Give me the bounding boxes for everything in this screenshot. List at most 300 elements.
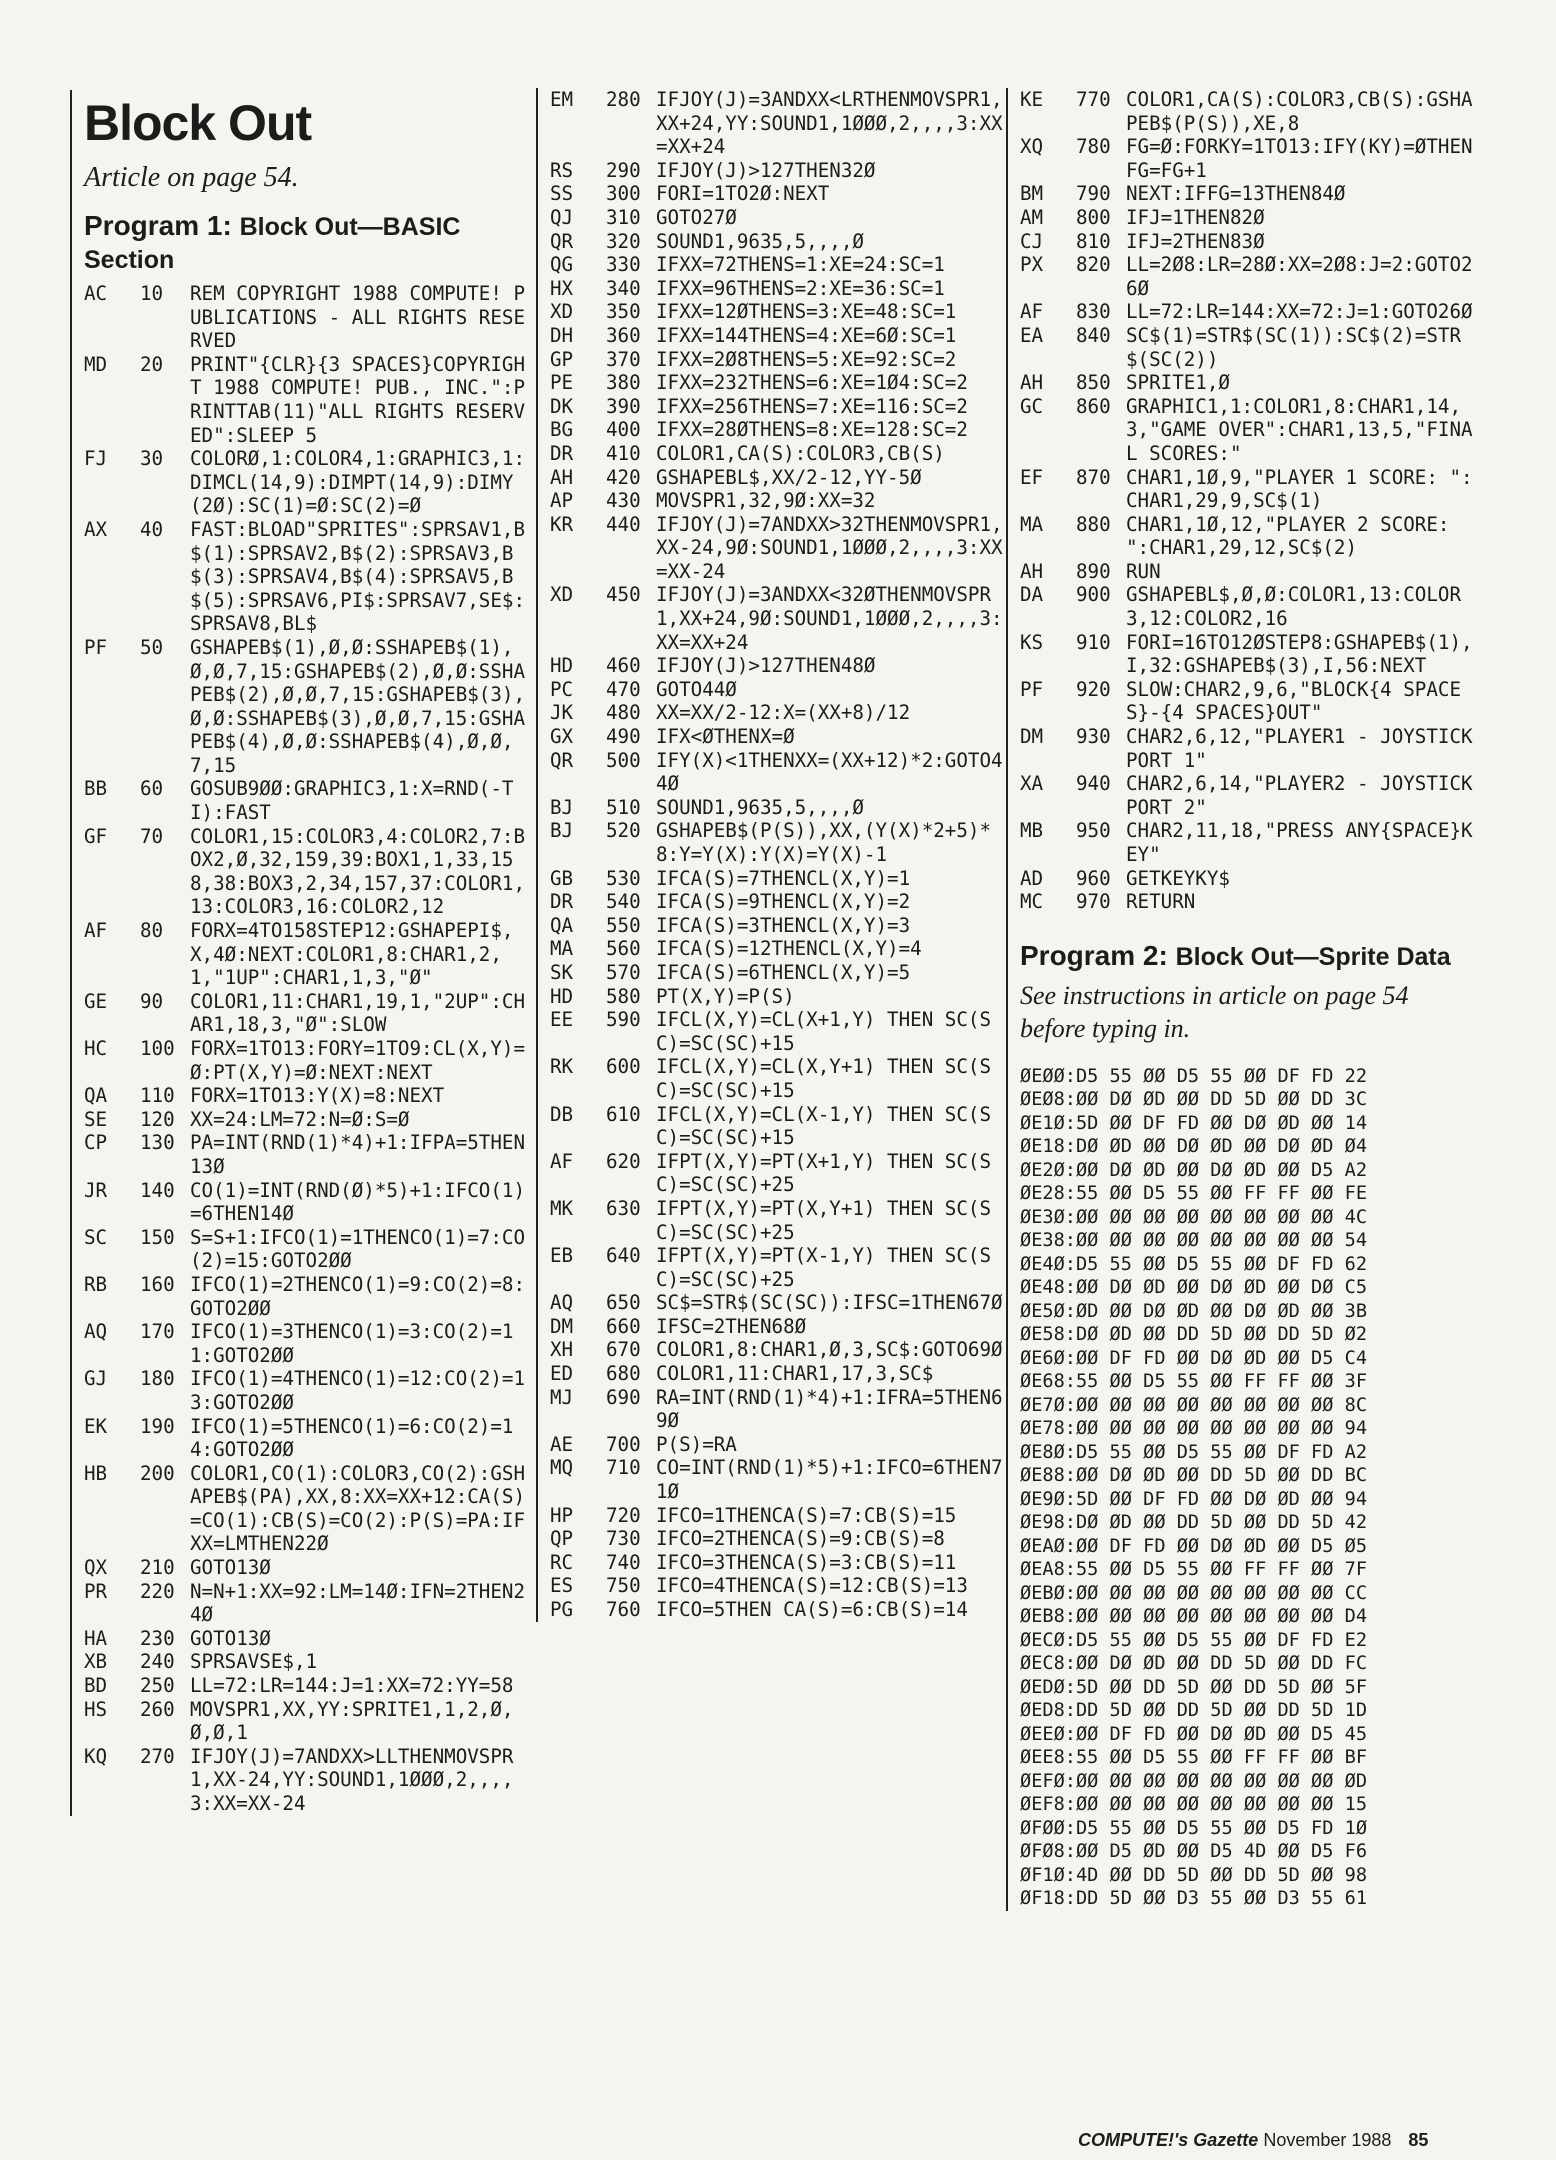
hex-line: ØEBØ:ØØ ØØ ØØ ØØ ØØ ØØ ØØ ØØ CC bbox=[1020, 1582, 1368, 1604]
line-number: 110 bbox=[140, 1084, 175, 1108]
hex-line: ØE78:ØØ ØØ ØØ ØØ ØØ ØØ ØØ ØØ 94 bbox=[1020, 1418, 1368, 1440]
statement: NEXT:IFFG=13THEN84Ø bbox=[1126, 182, 1346, 206]
checksum: HD bbox=[550, 654, 574, 678]
line-number: 680 bbox=[606, 1362, 641, 1386]
checksum: HC bbox=[84, 1037, 108, 1060]
hex-line: ØEC8:ØØ DØ ØD ØØ DD 5D ØØ DD FC bbox=[1020, 1653, 1368, 1675]
checksum: GJ bbox=[84, 1367, 108, 1391]
statement: CHAR1,1Ø,12,"PLAYER 2 SCORE: ":CHAR1,29,12,SC$(2) bbox=[1126, 512, 1462, 560]
line-number: 480 bbox=[606, 701, 641, 725]
checksum: HX bbox=[550, 276, 574, 300]
checksum: AX bbox=[84, 517, 108, 541]
code-line bbox=[550, 701, 1008, 725]
line-number: 900 bbox=[1076, 583, 1111, 607]
statement: SC$(1)=STR$(SC(1)):SC$(2)=STR$(SC(2)) bbox=[1126, 323, 1462, 371]
checksum: PG bbox=[550, 1598, 574, 1621]
statement: IFJ=2THEN83Ø bbox=[1126, 229, 1265, 253]
line-number: 810 bbox=[1076, 229, 1111, 253]
checksum: GF bbox=[84, 824, 108, 848]
line-number: 600 bbox=[606, 1055, 641, 1079]
statement: IFJOY(J)=3ANDXX<LRTHENMOVSPR1,XX+24,YY:SOUND1,1ØØØ,2,,,,3:XX=XX+24 bbox=[656, 88, 1003, 159]
line-number: 830 bbox=[1076, 300, 1111, 324]
line-number: 840 bbox=[1076, 323, 1111, 347]
line-number: 630 bbox=[606, 1196, 641, 1220]
footer-date: November 1988 bbox=[1263, 2130, 1392, 2150]
checksum: FJ bbox=[84, 447, 108, 471]
statement: IFJ=1THEN82Ø bbox=[1126, 205, 1265, 229]
line-number: 340 bbox=[606, 276, 641, 300]
statement: GOTO13Ø bbox=[190, 1556, 271, 1580]
hex-line: ØF1Ø:4D ØØ DD 5D ØØ DD 5D ØØ 98 bbox=[1020, 1864, 1368, 1886]
statement: CHAR2,11,18,"PRESS ANY{SPACE}KEY" bbox=[1126, 819, 1473, 866]
code-line bbox=[84, 1179, 532, 1226]
code-line bbox=[550, 300, 1008, 324]
checksum: MK bbox=[550, 1196, 574, 1220]
checksum: EF bbox=[1020, 465, 1044, 489]
line-number: 530 bbox=[606, 866, 641, 890]
statement: IFCO(1)=2THENCO(1)=9:CO(2)=8:GOTO2ØØ bbox=[190, 1272, 526, 1320]
checksum: AH bbox=[550, 465, 574, 489]
code-line bbox=[84, 1084, 532, 1108]
hex-line: ØFØ8:ØØ D5 ØD ØØ D5 4D ØØ D5 F6 bbox=[1020, 1841, 1368, 1863]
line-number: 170 bbox=[140, 1320, 175, 1344]
code-line bbox=[550, 1433, 1008, 1457]
statement: LL=72:LR=144:J=1:XX=72:YY=58 bbox=[190, 1674, 514, 1698]
code-line bbox=[84, 1745, 532, 1816]
line-number: 940 bbox=[1076, 772, 1111, 796]
checksum: AE bbox=[550, 1432, 574, 1456]
checksum: HA bbox=[84, 1626, 108, 1650]
statement: SPRSAVSE$,1 bbox=[190, 1650, 318, 1674]
code-line bbox=[1020, 513, 1476, 560]
line-number: 860 bbox=[1076, 394, 1111, 418]
checksum: AH bbox=[1020, 371, 1044, 395]
code-line bbox=[84, 1415, 532, 1462]
statement: IFJOY(J)>127THEN48Ø bbox=[656, 654, 876, 678]
code-line bbox=[84, 282, 532, 353]
checksum: AC bbox=[84, 282, 108, 305]
code-line bbox=[1020, 466, 1476, 513]
statement: LL=2Ø8:LR=28Ø:XX=2Ø8:J=2:GOTO26Ø bbox=[1126, 253, 1473, 300]
line-number: 140 bbox=[140, 1178, 175, 1202]
checksum: KE bbox=[1020, 88, 1044, 111]
checksum: MD bbox=[84, 352, 108, 376]
checksum: ES bbox=[550, 1574, 574, 1598]
code-line bbox=[1020, 867, 1476, 891]
line-number: 970 bbox=[1076, 890, 1111, 914]
line-number: 470 bbox=[606, 677, 641, 701]
checksum: QA bbox=[84, 1084, 108, 1108]
statement: GOTO13Ø bbox=[190, 1626, 271, 1650]
code-line bbox=[84, 636, 532, 778]
checksum: EM bbox=[550, 88, 574, 111]
hex-line: ØEE8:55 ØØ D5 55 ØØ FF FF ØØ BF bbox=[1020, 1747, 1368, 1769]
line-number: 740 bbox=[606, 1550, 641, 1574]
checksum: RB bbox=[84, 1272, 108, 1296]
checksum: QJ bbox=[550, 205, 574, 229]
line-number: 460 bbox=[606, 654, 641, 678]
line-number: 290 bbox=[606, 158, 641, 182]
code-line bbox=[550, 1598, 1008, 1622]
line-number: 670 bbox=[606, 1338, 641, 1362]
code-line bbox=[84, 1226, 532, 1273]
statement: GSHAPEB$(1),Ø,Ø:SSHAPEB$(1),Ø,Ø,7,15:GSHAPEB$(2),Ø,Ø:SSHAPEB$(2),Ø,Ø,7,15:GSHAPEB$(3),Ø,Ø:SSHAPEB$(3),Ø,Ø,7,15:GSHAPEB$(4),Ø,Ø:SSHAPEB$(4),Ø,Ø,7,15 bbox=[190, 635, 526, 777]
statement: S=S+1:IFCO(1)=1THENCO(1)=7:CO(2)=15:GOTO2ØØ bbox=[190, 1225, 526, 1273]
checksum: BD bbox=[84, 1674, 108, 1698]
hex-line: ØE7Ø:ØØ ØØ ØØ ØØ ØØ ØØ ØØ ØØ 8C bbox=[1020, 1394, 1368, 1416]
line-number: 880 bbox=[1076, 512, 1111, 536]
program-1-listing bbox=[84, 282, 532, 1816]
program-2-note: See instructions in article on page 54 before typing in. bbox=[1020, 980, 1409, 1043]
statement: IFXX=2Ø8THENS=5:XE=92:SC=2 bbox=[656, 347, 957, 371]
checksum: MA bbox=[550, 937, 574, 961]
checksum: MA bbox=[1020, 512, 1044, 536]
line-number: 390 bbox=[606, 394, 641, 418]
checksum: DM bbox=[550, 1314, 574, 1338]
column-1 bbox=[70, 90, 532, 1816]
hex-line: ØE1Ø:5D ØØ DF FD ØØ DØ ØD ØØ 14 bbox=[1020, 1112, 1368, 1134]
line-number: 690 bbox=[606, 1385, 641, 1409]
statement: GOTO44Ø bbox=[656, 677, 737, 701]
line-number: 330 bbox=[606, 253, 641, 277]
hex-line: ØEØ8:ØØ DØ ØD ØØ DD 5D ØØ DD 3C bbox=[1020, 1089, 1368, 1111]
checksum: EB bbox=[550, 1244, 574, 1268]
checksum: AP bbox=[550, 489, 574, 513]
checksum: XD bbox=[550, 583, 574, 607]
code-line bbox=[550, 1574, 1008, 1598]
code-line bbox=[550, 1338, 1008, 1362]
code-line bbox=[84, 1367, 532, 1414]
statement: IFXX=28ØTHENS=8:XE=128:SC=2 bbox=[656, 418, 968, 442]
checksum: QR bbox=[550, 229, 574, 253]
code-line bbox=[84, 353, 532, 447]
checksum: HB bbox=[84, 1461, 108, 1485]
checksum: AF bbox=[84, 919, 108, 943]
column-3 bbox=[1006, 88, 1485, 1911]
statement: IFY(X)<1THENXX=(XX+12)*2:GOTO44Ø bbox=[656, 748, 1003, 796]
statement: COLOR1,11:CHAR1,19,1,"2UP":CHAR1,18,3,"Ø":SLOW bbox=[190, 989, 526, 1037]
code-line bbox=[550, 1362, 1008, 1386]
checksum: XB bbox=[84, 1650, 108, 1674]
code-line bbox=[84, 1037, 532, 1084]
code-line bbox=[1020, 324, 1476, 371]
hex-line: ØE28:55 ØØ D5 55 ØØ FF FF ØØ FE bbox=[1020, 1183, 1368, 1205]
hex-line: ØE3Ø:ØØ ØØ ØØ ØØ ØØ ØØ ØØ ØØ 4C bbox=[1020, 1206, 1368, 1228]
statement: IFXX=96THENS=2:XE=36:SC=1 bbox=[656, 276, 945, 300]
line-number: 260 bbox=[140, 1697, 175, 1721]
line-number: 380 bbox=[606, 371, 641, 395]
statement: IFCA(S)=6THENCL(X,Y)=5 bbox=[656, 960, 911, 984]
line-number: 100 bbox=[140, 1037, 175, 1060]
statement: IFCA(S)=9THENCL(X,Y)=2 bbox=[656, 890, 911, 914]
checksum: QX bbox=[84, 1556, 108, 1580]
checksum: PF bbox=[1020, 677, 1044, 701]
checksum: RK bbox=[550, 1055, 574, 1079]
line-number: 20 bbox=[140, 352, 164, 376]
line-number: 270 bbox=[140, 1744, 175, 1768]
line-number: 710 bbox=[606, 1456, 641, 1480]
code-line bbox=[550, 961, 1008, 985]
statement: RUN bbox=[1126, 559, 1161, 583]
statement: IFXX=256THENS=7:XE=116:SC=2 bbox=[656, 394, 968, 418]
code-line bbox=[550, 749, 1008, 796]
line-number: 360 bbox=[606, 323, 641, 347]
page-footer bbox=[1078, 2130, 1428, 2151]
line-number: 550 bbox=[606, 913, 641, 937]
statement: SLOW:CHAR2,9,6,"BLOCK{4 SPACES}-{4 SPACES}OUT" bbox=[1126, 677, 1462, 725]
code-line bbox=[84, 1273, 532, 1320]
statement: RETURN bbox=[1126, 890, 1196, 914]
checksum: DA bbox=[1020, 583, 1044, 607]
hex-line: ØEA8:55 ØØ D5 55 ØØ FF FF ØØ 7F bbox=[1020, 1559, 1368, 1581]
code-line bbox=[550, 937, 1008, 961]
hex-line: ØE6Ø:ØØ DF FD ØØ DØ ØD ØØ D5 C4 bbox=[1020, 1347, 1368, 1369]
code-line bbox=[550, 348, 1008, 372]
line-number: 610 bbox=[606, 1102, 641, 1126]
statement: IFPT(X,Y)=PT(X,Y+1) THEN SC(SC)=SC(SC)+25 bbox=[656, 1196, 992, 1244]
checksum: KR bbox=[550, 512, 574, 536]
statement: IFCA(S)=3THENCL(X,Y)=3 bbox=[656, 913, 911, 937]
code-line bbox=[84, 1627, 532, 1651]
statement: MOVSPR1,32,9Ø:XX=32 bbox=[656, 489, 876, 513]
line-number: 50 bbox=[140, 635, 164, 659]
statement: IFCO=2THENCA(S)=9:CB(S)=8 bbox=[656, 1527, 945, 1551]
checksum: SE bbox=[84, 1107, 108, 1131]
code-line bbox=[84, 919, 532, 990]
line-number: 560 bbox=[606, 937, 641, 961]
line-number: 950 bbox=[1076, 819, 1111, 843]
checksum: AM bbox=[1020, 205, 1044, 229]
checksum: MC bbox=[1020, 890, 1044, 914]
line-number: 230 bbox=[140, 1626, 175, 1650]
code-line bbox=[1020, 88, 1476, 135]
code-line bbox=[550, 583, 1008, 654]
line-number: 250 bbox=[140, 1674, 175, 1698]
statement: N=N+1:XX=92:LM=14Ø:IFN=2THEN24Ø bbox=[190, 1579, 526, 1627]
statement: IFCL(X,Y)=CL(X,Y+1) THEN SC(SC)=SC(SC)+15 bbox=[656, 1055, 992, 1102]
checksum: DR bbox=[550, 441, 574, 465]
statement: COLOR1,CO(1):COLOR3,CO(2):GSHAPEB$(PA),XX,8:XX=XX+12:CA(S)=CO(1):CB(S)=CO(2):P(S)=PA:IFXX=LMTHEN22Ø bbox=[190, 1461, 526, 1556]
checksum: DB bbox=[550, 1102, 574, 1126]
checksum: PF bbox=[84, 635, 108, 659]
hex-line: ØEØØ:D5 55 ØØ D5 55 ØØ DF FD 22 bbox=[1020, 1065, 1368, 1087]
code-line bbox=[1020, 772, 1485, 819]
checksum: EK bbox=[84, 1414, 108, 1438]
statement: IFX<ØTHENX=Ø bbox=[656, 725, 795, 749]
statement: LL=72:LR=144:XX=72:J=1:GOTO26Ø bbox=[1126, 300, 1473, 324]
statement: FG=Ø:FORKY=1TO13:IFY(KY)=ØTHENFG=FG+1 bbox=[1126, 135, 1473, 182]
statement: IFCO=5THEN CA(S)=6:CB(S)=14 bbox=[656, 1598, 968, 1621]
line-number: 750 bbox=[606, 1574, 641, 1598]
code-line bbox=[1020, 725, 1485, 772]
code-line bbox=[550, 1244, 1008, 1291]
statement: IFXX=232THENS=6:XE=1Ø4:SC=2 bbox=[656, 371, 968, 395]
statement: COLOR1,CA(S):COLOR3,CB(S):GSHAPEB$(P(S)),XE,8 bbox=[1126, 88, 1473, 135]
statement: REM COPYRIGHT 1988 COMPUTE! PUBLICATIONS - ALL RIGHTS RESERVED bbox=[190, 282, 526, 353]
checksum: QP bbox=[550, 1527, 574, 1551]
checksum: AF bbox=[1020, 300, 1044, 324]
line-number: 580 bbox=[606, 984, 641, 1008]
code-line bbox=[550, 654, 1008, 678]
line-number: 760 bbox=[606, 1598, 641, 1621]
statement: GOTO27Ø bbox=[656, 205, 737, 229]
line-number: 500 bbox=[606, 748, 641, 772]
statement: GSHAPEBL$,XX/2-12,YY-5Ø bbox=[656, 465, 922, 489]
statement: P(S)=RA bbox=[656, 1432, 737, 1456]
checksum: HP bbox=[550, 1503, 574, 1527]
line-number: 370 bbox=[606, 347, 641, 371]
line-number: 80 bbox=[140, 919, 164, 943]
column-2 bbox=[536, 88, 1008, 1622]
checksum: HD bbox=[550, 984, 574, 1008]
statement: FORX=1TO13:Y(X)=8:NEXT bbox=[190, 1084, 445, 1108]
code-line bbox=[1020, 135, 1476, 182]
code-line bbox=[84, 777, 532, 824]
statement: COLOR1,CA(S):COLOR3,CB(S) bbox=[656, 441, 945, 465]
code-line bbox=[550, 678, 1008, 702]
checksum: BJ bbox=[550, 795, 574, 819]
code-line bbox=[550, 1055, 1008, 1102]
checksum: PE bbox=[550, 371, 574, 395]
line-number: 570 bbox=[606, 960, 641, 984]
statement: IFCA(S)=7THENCL(X,Y)=1 bbox=[656, 866, 911, 890]
checksum: RS bbox=[550, 158, 574, 182]
line-number: 960 bbox=[1076, 866, 1111, 890]
code-line bbox=[550, 88, 1008, 159]
code-line bbox=[84, 1131, 532, 1178]
statement: IFPT(X,Y)=PT(X-1,Y) THEN SC(SC)=SC(SC)+25 bbox=[656, 1244, 992, 1291]
code-line bbox=[550, 324, 1008, 348]
checksum: AQ bbox=[84, 1320, 108, 1344]
line-number: 200 bbox=[140, 1461, 175, 1485]
code-line bbox=[550, 466, 1008, 490]
statement: IFJOY(J)=7ANDXX>LLTHENMOVSPR1,XX-24,YY:SOUND1,1ØØØ,2,,,,3:XX=XX-24 bbox=[190, 1744, 514, 1815]
line-number: 160 bbox=[140, 1272, 175, 1296]
code-line bbox=[84, 1580, 532, 1627]
line-number: 240 bbox=[140, 1650, 175, 1674]
checksum: EA bbox=[1020, 323, 1044, 347]
code-line bbox=[550, 230, 1008, 254]
line-number: 780 bbox=[1076, 135, 1111, 159]
program-1-heading bbox=[84, 210, 532, 276]
line-number: 70 bbox=[140, 824, 164, 848]
checksum: QR bbox=[550, 748, 574, 772]
line-number: 90 bbox=[140, 989, 164, 1013]
code-line bbox=[1020, 253, 1476, 300]
code-line bbox=[84, 447, 532, 518]
statement: CO(1)=INT(RND(Ø)*5)+1:IFCO(1)=6THEN14Ø bbox=[190, 1178, 526, 1226]
program-1-listing-end bbox=[1020, 88, 1485, 914]
code-line bbox=[1020, 560, 1476, 584]
article-subtitle: Article on page 54. bbox=[84, 162, 299, 193]
code-line bbox=[84, 990, 532, 1037]
checksum: DR bbox=[550, 890, 574, 914]
code-line bbox=[550, 513, 1008, 584]
checksum: PC bbox=[550, 677, 574, 701]
hex-line: ØE18:DØ ØD ØØ DØ ØD ØØ DØ ØD Ø4 bbox=[1020, 1136, 1368, 1158]
line-number: 220 bbox=[140, 1579, 175, 1603]
hex-line: ØE98:DØ ØD ØØ DD 5D ØØ DD 5D 42 bbox=[1020, 1512, 1368, 1534]
hex-line: ØFØØ:D5 55 ØØ D5 55 ØØ D5 FD 1Ø bbox=[1020, 1817, 1368, 1839]
statement: IFCL(X,Y)=CL(X+1,Y) THEN SC(SC)=SC(SC)+15 bbox=[656, 1008, 992, 1055]
checksum: GC bbox=[1020, 394, 1044, 418]
hex-line: ØE5Ø:ØD ØØ DØ ØD ØØ DØ ØD ØØ 3B bbox=[1020, 1300, 1368, 1322]
hex-line: ØEFØ:ØØ ØØ ØØ ØØ ØØ ØØ ØØ ØØ ØD bbox=[1020, 1770, 1368, 1792]
statement: IFSC=2THEN68Ø bbox=[656, 1314, 807, 1338]
checksum: PR bbox=[84, 1579, 108, 1603]
statement: FORX=4TO158STEP12:GSHAPEPI$,X,4Ø:NEXT:COLOR1,8:CHAR1,2,1,"1UP":CHAR1,1,3,"Ø" bbox=[190, 919, 514, 990]
statement: IFCO(1)=4THENCO(1)=12:CO(2)=13:GOTO2ØØ bbox=[190, 1367, 526, 1414]
checksum: XA bbox=[1020, 772, 1044, 796]
statement: IFCO=1THENCA(S)=7:CB(S)=15 bbox=[656, 1503, 957, 1527]
line-number: 30 bbox=[140, 447, 164, 471]
line-number: 320 bbox=[606, 229, 641, 253]
checksum: SK bbox=[550, 960, 574, 984]
line-number: 590 bbox=[606, 1008, 641, 1032]
hex-line: ØF18:DD 5D ØØ D3 55 ØØ D3 55 61 bbox=[1020, 1888, 1368, 1910]
code-line bbox=[84, 1108, 532, 1132]
hex-line: ØE88:ØØ DØ ØD ØØ DD 5D ØØ DD BC bbox=[1020, 1465, 1368, 1487]
program-1-listing-continued bbox=[550, 88, 1008, 1622]
statement: GOSUB9ØØ:GRAPHIC3,1:X=RND(-TI):FAST bbox=[190, 777, 514, 825]
line-number: 180 bbox=[140, 1367, 175, 1391]
page-number: 85 bbox=[1408, 2130, 1429, 2150]
statement: FORI=1TO2Ø:NEXT bbox=[656, 182, 830, 206]
statement: GSHAPEBL$,Ø,Ø:COLOR1,13:COLOR3,12:COLOR2,16 bbox=[1126, 583, 1462, 631]
code-line bbox=[550, 371, 1008, 395]
line-number: 800 bbox=[1076, 205, 1111, 229]
hex-line: ØED8:DD 5D ØØ DD 5D ØØ DD 5D 1D bbox=[1020, 1700, 1368, 1722]
code-line bbox=[550, 1008, 1008, 1055]
line-number: 660 bbox=[606, 1314, 641, 1338]
checksum: BJ bbox=[550, 819, 574, 843]
line-number: 130 bbox=[140, 1131, 175, 1155]
checksum: GE bbox=[84, 989, 108, 1013]
hex-line: ØEEØ:ØØ DF FD ØØ DØ ØD ØØ D5 45 bbox=[1020, 1723, 1368, 1745]
checksum: CP bbox=[84, 1131, 108, 1155]
checksum: MB bbox=[1020, 819, 1044, 843]
statement: CHAR1,1Ø,9,"PLAYER 1 SCORE: ":CHAR1,29,9,SC$(1) bbox=[1126, 465, 1473, 513]
statement: XX=XX/2-12:X=(XX+8)/12 bbox=[656, 701, 911, 725]
code-line bbox=[550, 182, 1008, 206]
hex-line: ØE8Ø:D5 55 ØØ D5 55 ØØ DF FD A2 bbox=[1020, 1441, 1368, 1463]
code-line bbox=[84, 1462, 532, 1556]
code-line bbox=[84, 518, 532, 636]
hex-line: ØE38:ØØ ØØ ØØ ØØ ØØ ØØ ØØ ØØ 54 bbox=[1020, 1230, 1368, 1252]
code-line bbox=[550, 796, 1008, 820]
checksum: GX bbox=[550, 725, 574, 749]
checksum: RC bbox=[550, 1550, 574, 1574]
statement: CHAR2,6,14,"PLAYER2 - JOYSTICK PORT 2" bbox=[1126, 772, 1485, 819]
checksum: DM bbox=[1020, 725, 1044, 749]
code-line bbox=[550, 1551, 1008, 1575]
line-number: 420 bbox=[606, 465, 641, 489]
line-number: 60 bbox=[140, 777, 164, 801]
checksum: GB bbox=[550, 866, 574, 890]
checksum: MQ bbox=[550, 1456, 574, 1480]
code-line bbox=[550, 1103, 1008, 1150]
code-line bbox=[1020, 678, 1476, 725]
line-number: 300 bbox=[606, 182, 641, 206]
line-number: 190 bbox=[140, 1414, 175, 1438]
statement: FORI=16TO12ØSTEP8:GSHAPEB$(1),I,32:GSHAPEB$(3),I,56:NEXT bbox=[1126, 630, 1473, 678]
code-line bbox=[550, 442, 1008, 466]
hex-line: ØE48:ØØ DØ ØD ØØ DØ ØD ØØ DØ C5 bbox=[1020, 1277, 1368, 1299]
statement: SOUND1,9635,5,,,,Ø bbox=[656, 229, 864, 253]
checksum: XH bbox=[550, 1338, 574, 1362]
statement: MOVSPR1,XX,YY:SPRITE1,1,2,Ø,Ø,Ø,1 bbox=[190, 1697, 514, 1745]
statement: COLOR1,8:CHAR1,Ø,3,SC$:GOTO69Ø bbox=[656, 1338, 1003, 1362]
